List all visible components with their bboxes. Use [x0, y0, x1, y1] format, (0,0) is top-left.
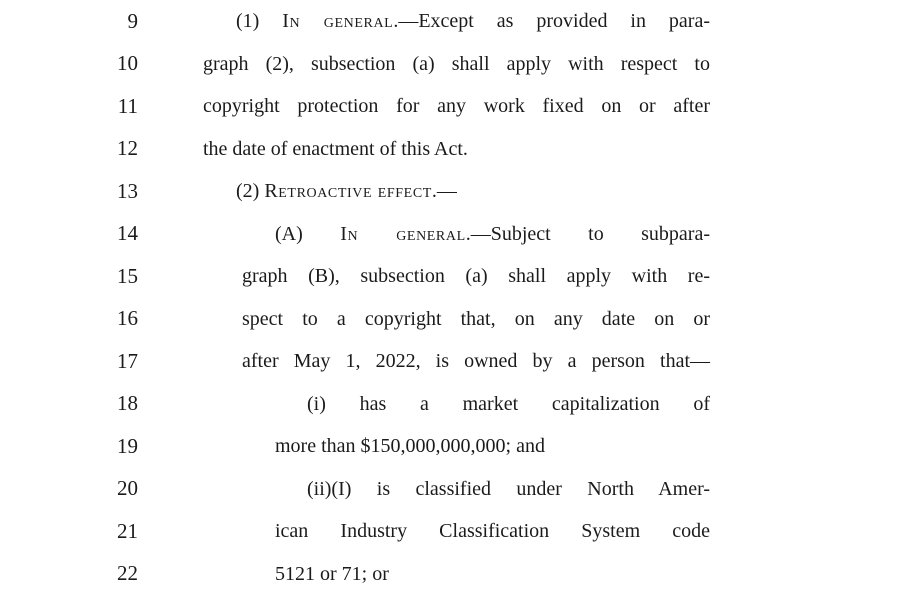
clause-designator: (2) — [236, 180, 265, 203]
clause-designator: (A) — [275, 222, 341, 245]
bill-line — [0, 85, 900, 128]
bill-line-text — [275, 435, 710, 457]
line-text: graph (2), subsection (a) shall apply with respect to — [203, 52, 710, 75]
bill-line — [0, 510, 900, 553]
line-text: (i) has a market capitalization of — [307, 392, 710, 415]
line-number: 15 — [117, 263, 138, 288]
bill-line-text — [242, 265, 710, 287]
bill-line-text — [275, 563, 710, 585]
line-number: 10 — [117, 51, 138, 76]
bill-line-text — [203, 53, 710, 75]
bill-line — [0, 298, 900, 341]
line-number: 22 — [117, 561, 138, 586]
line-text: the date of enactment of this Act. — [203, 137, 468, 160]
bill-line — [0, 128, 900, 171]
line-text: copyright protection for any work fixed on or after — [203, 95, 710, 118]
bill-line-text — [307, 478, 710, 500]
clause-designator: (1) — [236, 10, 283, 33]
small-caps-heading: In general — [340, 222, 466, 245]
bill-line-text — [203, 138, 710, 160]
line-number: 13 — [117, 178, 138, 203]
small-caps-heading: In general — [282, 10, 394, 33]
line-number: 11 — [117, 93, 138, 118]
bill-line — [0, 425, 900, 468]
line-text: ican Industry Classification System code — [275, 520, 710, 543]
line-text: .—Subject to subpara- — [465, 222, 710, 245]
bill-line — [0, 383, 900, 426]
line-number: 20 — [117, 476, 138, 501]
line-text: after May 1, 2022, is owned by a person that— — [242, 350, 710, 373]
bill-line — [0, 213, 900, 256]
bill-line — [0, 0, 900, 43]
line-text: .—Except as provided in para- — [393, 10, 710, 33]
line-text: spect to a copyright that, on any date on or — [242, 307, 710, 330]
bill-line — [0, 255, 900, 298]
bill-line-text — [275, 223, 710, 245]
line-number: 21 — [117, 518, 138, 543]
bill-line-text — [203, 95, 710, 117]
line-text: graph (B), subsection (a) shall apply with re- — [242, 265, 710, 288]
line-text: .— — [431, 180, 457, 203]
line-number: 17 — [117, 348, 138, 373]
line-number: 9 — [127, 8, 138, 33]
bill-line — [0, 468, 900, 511]
line-text: more than $150,000,000,000; and — [275, 435, 545, 458]
bill-line — [0, 43, 900, 86]
line-text: (ii)(I) is classified under North Amer- — [307, 477, 710, 500]
line-text: 5121 or 71; or — [275, 562, 389, 585]
line-number: 16 — [117, 306, 138, 331]
line-number: 14 — [117, 221, 138, 246]
bill-line-text — [242, 350, 710, 372]
bill-line — [0, 340, 900, 383]
bill-line-text — [275, 520, 710, 542]
bill-line — [0, 553, 900, 595]
bill-line-text — [242, 308, 710, 330]
bill-line-text — [307, 393, 710, 415]
bill-line — [0, 170, 900, 213]
line-number: 19 — [117, 433, 138, 458]
bill-line-text — [236, 180, 710, 202]
line-number: 12 — [117, 136, 138, 161]
bill-line-text — [236, 10, 710, 32]
line-number: 18 — [117, 391, 138, 416]
small-caps-heading: Retroactive effect — [264, 180, 432, 203]
